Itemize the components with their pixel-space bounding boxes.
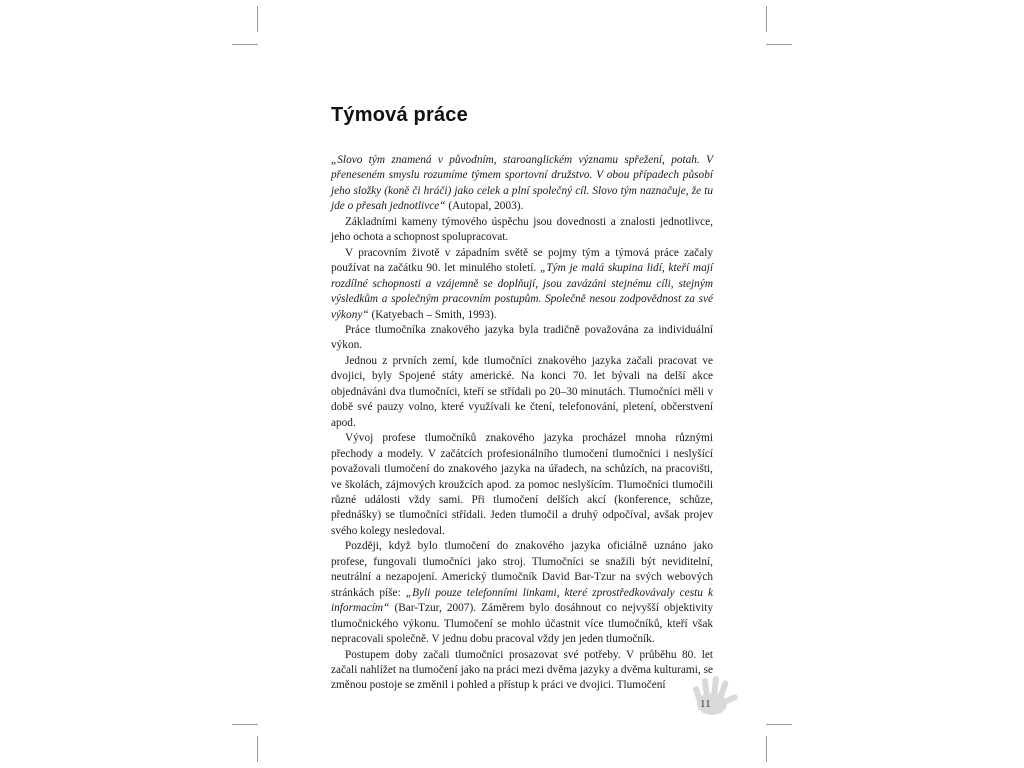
body-text xyxy=(331,153,713,694)
text-run: Později, když bylo tlumočení do znakového jazyka oficiálně uznáno jako profese, fungovali tlumočníci jako stroj. Tlumočníci se snažili být neviditelní, neutrální a nezapojení. Americký tlumočník David Bar-Tzur na svých webových stránkách píše: xyxy=(331,540,713,599)
crop-mark xyxy=(766,724,792,725)
paragraph-western-world xyxy=(331,246,713,323)
text-run: Jednou z prvních zemí, kde tlumočníci znakového jazyka začali pracovat ve dvojici, byly Spojené státy americké. Na konci 70. let bývali na delší akce objednáváni dva tlumočníci, kteří se střídali po 20–30 minutách. Tlumočníci měli v době své pauzy volno, které využívali ke čtení, telefonování, pletení, občerstvení apod. xyxy=(331,354,713,429)
crop-mark xyxy=(257,6,258,32)
text-run: Postupem doby začali tlumočníci prosazovat své potřeby. V průběhu 80. let začali nahlížet na tlumočení jako na práci mezi dvěma jazyky a dvěma kulturami, se změnou postoje se změnil i pohled a přístup k práci ve dvojici. Tlumočení xyxy=(331,648,713,692)
crop-mark xyxy=(232,44,258,45)
paragraph-individual xyxy=(331,323,713,354)
crop-mark xyxy=(766,44,792,45)
page-title: Týmová práce xyxy=(331,104,468,126)
crop-mark xyxy=(766,6,767,32)
italic-quote: „Tým je malá skupina lidí, kteří mají rozdílné schopnosti a vzájemně se doplňují, jsou zavázáni stejnému cíli, stejným výsledkům a společným pracovním postupům. Společně nesou zodpovědnost za své výkony“ xyxy=(331,262,713,321)
text-run: V pracovním životě v západním světě se pojmy tým a týmová práce začaly používat na začátku 90. let minulého století. xyxy=(331,246,713,275)
crop-mark xyxy=(257,736,258,762)
crop-mark xyxy=(766,736,767,762)
paragraph-quote-definition xyxy=(331,153,713,215)
paragraph-basics xyxy=(331,215,713,246)
text-run: (Katyebach – Smith, 1993). xyxy=(368,308,497,321)
paragraph-needs xyxy=(331,648,713,694)
page-number: 11 xyxy=(700,698,711,710)
hand-icon xyxy=(688,672,740,718)
text-run: (Bar-Tzur, 2007). Záměrem bylo dosáhnout co nejvyšší objektivity tlumočnického výkonu. Tlumočení se mohlo účastnit více tlumočníků, kteří však nepracovali společně. V jednu dobu pracoval vždy jen jeden tlumočník. xyxy=(331,602,713,646)
text-run: Základními kameny týmového úspěchu jsou dovednosti a znalosti jednotlivce, jeho ochota a schopnost spolupracovat. xyxy=(331,215,713,244)
text-run: Vývoj profese tlumočníků znakového jazyka procházel mnoha různými přechody a modely. V začátcích profesionálního tlumočení tlumočníci i neslyšící považovali tlumočení do znakového jazyka na úřadech, na schůzích, na pracovišti, ve školách, zájmových kroužcích apod. za pomoc neslyšícím. Tlumočníci tlumočili různé události vždy sami. Při tlumočení delších akcí (konference, schůze, přednášky) se tlumočníci střídali. Jeden tlumočil a druhý odpočíval, avšak projev svého kolegy nesledoval. xyxy=(331,432,713,537)
crop-mark xyxy=(232,724,258,725)
text-run: (Autopal, 2003). xyxy=(445,200,524,213)
paragraph-evolution xyxy=(331,431,713,539)
text-run: Práce tlumočníka znakového jazyka byla tradičně považována za individuální výkon. xyxy=(331,323,713,352)
paragraph-machine xyxy=(331,539,713,647)
paragraph-usa xyxy=(331,354,713,431)
italic-quote: „Slovo tým znamená v původním, staroanglickém významu spřežení, potah. V přeneseném smyslu rozumíme týmem sportovní družstvo. V obou případech působí jeho složky (koně či hráči) jako celek a plní společný cíl. Slovo tým naznačuje, že tu jde o přesah jednotlivce“ xyxy=(331,154,713,213)
italic-quote: „Byli pouze telefonními linkami, které zprostředkovávaly cestu k informacím“ xyxy=(331,586,713,615)
